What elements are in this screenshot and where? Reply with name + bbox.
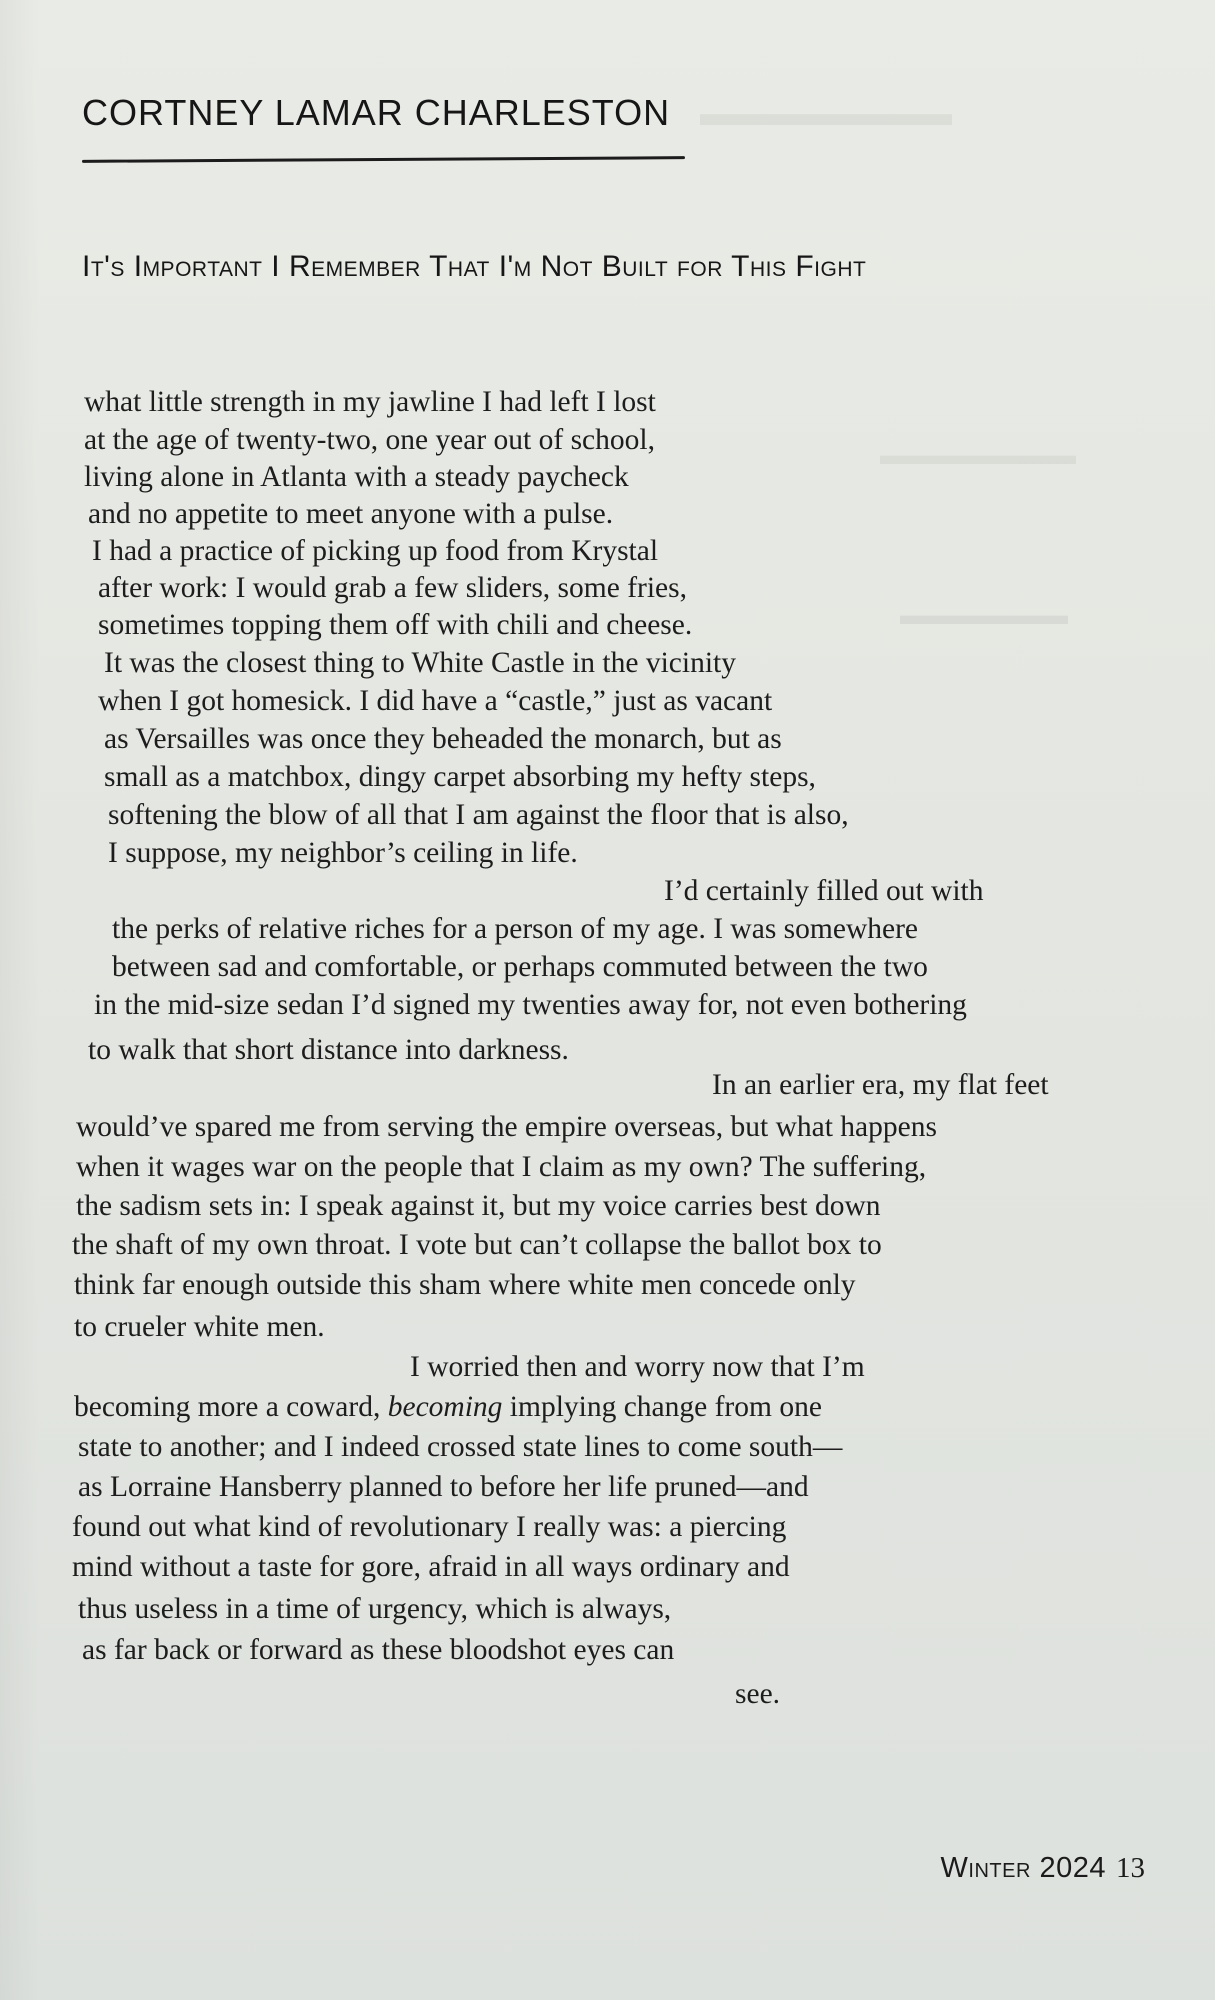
poem-line: mind without a taste for gore, afraid in all ways ordinary and	[72, 1551, 790, 1583]
bleed-through-decoration: ▬▬▬▬▬▬▬	[700, 93, 952, 133]
poem-line-part: becoming more a coward,	[74, 1391, 388, 1423]
poem-line: the sadism sets in: I speak against it, but my voice carries best down	[76, 1190, 881, 1222]
poem-line: in the mid-size sedan I’d signed my twenties away for, not even bothering	[94, 989, 967, 1021]
poem-line: as Versailles was once they beheaded the monarch, but as	[104, 723, 782, 755]
poem-line: sometimes topping them off with chili and cheese.	[98, 609, 693, 641]
poem-line: found out what kind of revolutionary I really was: a piercing	[72, 1511, 787, 1543]
poem-title: It's Important I Remember That I'm Not Built for This Fight	[82, 250, 867, 283]
poem-line: I’d certainly filled out with	[664, 875, 984, 907]
page-number: 13	[1116, 1852, 1145, 1884]
poem-line-part: implying change from one	[502, 1391, 822, 1423]
poem-line: think far enough outside this sham where white men concede only	[74, 1269, 856, 1301]
poem-line: as Lorraine Hansberry planned to before her life pruned—and	[78, 1471, 809, 1503]
poem-line: living alone in Atlanta with a steady paycheck	[84, 461, 629, 493]
poem-line: It was the closest thing to White Castle in the vicinity	[104, 647, 736, 679]
poem-line: would’ve spared me from serving the empire overseas, but what happens	[76, 1111, 937, 1143]
author-name: CORTNEY LAMAR CHARLESTON	[82, 92, 671, 133]
poem-line-italic-word: becoming	[387, 1391, 503, 1423]
poem-line: after work: I would grab a few sliders, some fries,	[98, 572, 687, 604]
poem-line: the shaft of my own throat. I vote but can’t collapse the ballot box to	[72, 1229, 882, 1261]
page-footer	[941, 1852, 1145, 1885]
poem-line: I suppose, my neighbor’s ceiling in life.	[108, 837, 578, 869]
poem-line: when I got homesick. I did have a “castle,” just as vacant	[98, 685, 773, 717]
poem-line: I worried then and worry now that I’m	[410, 1351, 865, 1383]
poem-line: small as a matchbox, dingy carpet absorbing my hefty steps,	[104, 761, 816, 793]
bleed-through-decoration: ▬▬▬▬▬▬▬	[880, 440, 1076, 471]
poem-line: state to another; and I indeed crossed state lines to come south—	[78, 1431, 843, 1463]
poem-line: the perks of relative riches for a person of my age. I was somewhere	[112, 913, 919, 945]
poem-line: as far back or forward as these bloodshot eyes can	[82, 1634, 675, 1666]
poem-line-with-italic	[74, 1390, 822, 1424]
issue-season: Winter 2024	[940, 1852, 1106, 1884]
poem-line: thus useless in a time of urgency, which is always,	[78, 1593, 672, 1625]
poem-line: between sad and comfortable, or perhaps commuted between the two	[112, 951, 928, 983]
bleed-through-decoration: ▬▬▬▬▬▬	[900, 600, 1068, 631]
poem-line: to walk that short distance into darkness.	[88, 1034, 569, 1066]
poem-line: I had a practice of picking up food from Krystal	[92, 535, 659, 567]
poem-line: and no appetite to meet anyone with a pulse.	[88, 498, 614, 530]
poem-line: softening the blow of all that I am against the floor that is also,	[108, 799, 849, 831]
poem-line: to crueler white men.	[74, 1311, 325, 1343]
poem-line: when it wages war on the people that I claim as my own? The suffering,	[76, 1151, 927, 1183]
poem-line: In an earlier era, my flat feet	[712, 1069, 1049, 1101]
poem-line: see.	[735, 1678, 781, 1710]
poem-line: at the age of twenty-two, one year out of school,	[84, 424, 655, 456]
poem-line: what little strength in my jawline I had left I lost	[84, 386, 656, 418]
